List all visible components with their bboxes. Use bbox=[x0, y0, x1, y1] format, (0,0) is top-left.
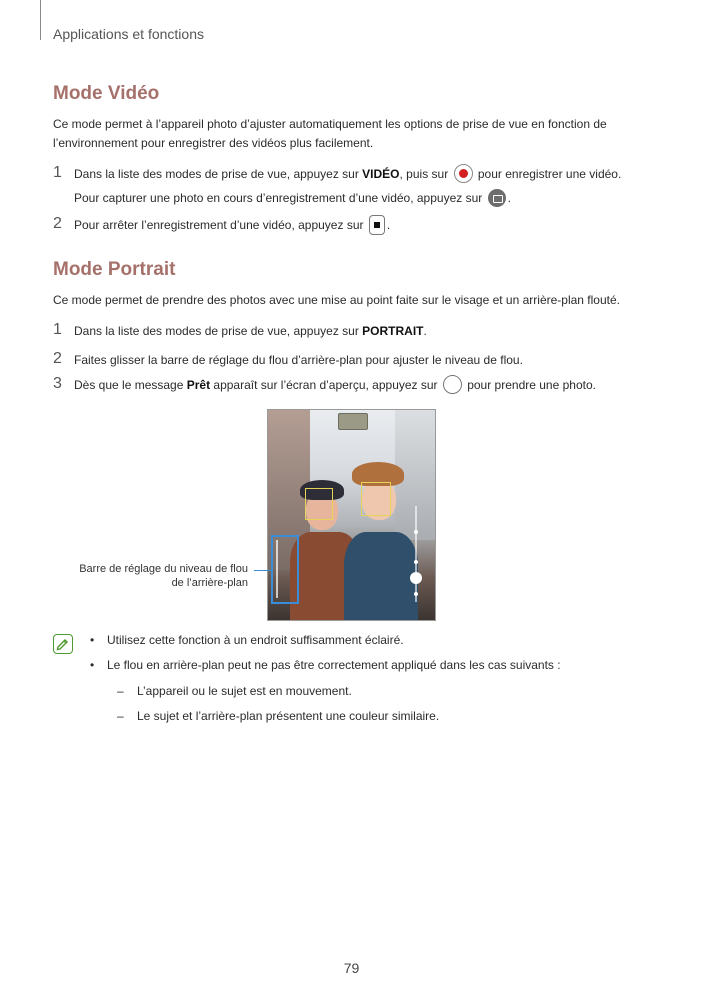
rail-dot bbox=[414, 592, 418, 596]
step-text: . bbox=[507, 191, 511, 205]
portrait-intro: Ce mode permet de prendre des photos avec une mise au point faite sur le visage et un arrière-plan flouté. bbox=[53, 293, 620, 307]
step-text: , puis sur bbox=[399, 167, 452, 181]
video-intro: Ce mode permet à l’appareil photo d’ajuster automatiquement les options de prise de vue en fonction de l’environnement pour enregistrer des vidéos plus facilement. bbox=[53, 117, 607, 150]
blur-slider-caption: Barre de réglage du niveau de flou de l’arrière-plan bbox=[79, 563, 248, 589]
section-heading-portrait: Mode Portrait bbox=[53, 259, 176, 280]
step-number: 3 bbox=[53, 375, 62, 392]
mode-label-video: VIDÉO bbox=[362, 167, 400, 181]
step-text: Pour capturer une photo en cours d’enregistrement d’une vidéo, appuyez sur bbox=[74, 191, 486, 205]
step-text: . bbox=[423, 324, 427, 338]
shutter-button-icon bbox=[443, 375, 462, 394]
step-number: 1 bbox=[53, 321, 62, 338]
step-number: 2 bbox=[53, 350, 62, 367]
note-pencil-icon bbox=[53, 634, 73, 654]
rail-dot bbox=[414, 560, 418, 564]
step-text: Dès que le message bbox=[74, 378, 187, 392]
mode-label-portrait: PORTRAIT bbox=[362, 324, 424, 338]
camera-capture-icon bbox=[488, 189, 506, 207]
page-number: 79 bbox=[343, 960, 360, 976]
section-heading-video: Mode Vidéo bbox=[53, 83, 160, 104]
ready-label: Prêt bbox=[186, 378, 211, 392]
callout-line bbox=[254, 570, 272, 571]
step-text: pour prendre une photo. bbox=[463, 378, 596, 392]
step-text: . bbox=[386, 218, 391, 233]
stop-button-icon bbox=[369, 215, 385, 235]
rail-dot bbox=[414, 530, 418, 534]
step-text: pour enregistrer une vidéo. bbox=[474, 167, 622, 181]
step-text: Dans la liste des modes de prise de vue, appuyez sur bbox=[74, 167, 363, 181]
record-button-icon bbox=[454, 164, 473, 183]
blur-slider-highlight bbox=[271, 535, 299, 604]
ready-indicator bbox=[338, 413, 368, 430]
header-rule bbox=[40, 0, 41, 40]
step-text: apparaît sur l’écran d’aperçu, appuyez sur bbox=[210, 378, 441, 392]
step-text: Pour arrêter l’enregistrement d’une vidéo, appuyez sur bbox=[74, 218, 367, 233]
page-header: Applications et fonctions bbox=[53, 26, 204, 42]
rail-knob[interactable] bbox=[410, 572, 422, 584]
face-detection-box bbox=[361, 482, 391, 516]
step-text: Dans la liste des modes de prise de vue, appuyez sur bbox=[74, 324, 363, 338]
face-detection-box bbox=[305, 488, 333, 520]
zoom-rail bbox=[415, 506, 417, 602]
step-number: 1 bbox=[53, 164, 62, 181]
step-number: 2 bbox=[53, 215, 62, 232]
step-text: Faites glisser la barre de réglage du flou d’arrière-plan pour ajuster le niveau de flou. bbox=[74, 353, 523, 367]
